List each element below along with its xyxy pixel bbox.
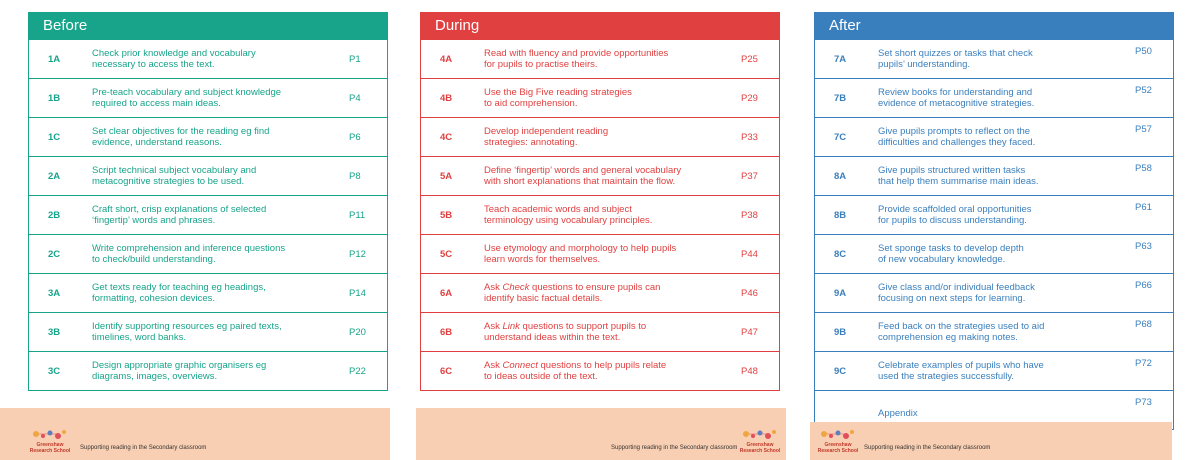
- row-text: Develop independent reading strategies: annotating.: [484, 126, 609, 148]
- logo-dots-icon: [738, 428, 782, 442]
- row-code: 9B: [834, 326, 847, 338]
- row-page: P47: [741, 326, 758, 338]
- logo-subname: Research School: [739, 447, 781, 454]
- table-row: [421, 273, 779, 312]
- row-code: 9A: [834, 287, 847, 299]
- table-row: [421, 312, 779, 351]
- row-page: P38: [741, 209, 758, 221]
- row-code: 9C: [834, 365, 847, 377]
- after-rows: [815, 39, 1173, 429]
- table-row: [29, 195, 387, 234]
- row-text: Design appropriate graphic organisers eg diagrams, images, overviews.: [92, 360, 267, 382]
- row-page: P50: [1135, 46, 1152, 57]
- table-row: [815, 273, 1173, 312]
- row-code: 5A: [440, 170, 453, 182]
- row-page: P61: [1135, 202, 1152, 213]
- row-text: Script technical subject vocabulary and metacognitive strategies to be used.: [92, 165, 257, 187]
- table-row: [421, 234, 779, 273]
- logo-name: Greenshaw: [746, 442, 774, 448]
- table-row: [29, 39, 387, 78]
- row-page: P57: [1135, 124, 1152, 135]
- row-code: 6C: [440, 365, 453, 377]
- row-page: P66: [1135, 280, 1152, 291]
- row-text: Feed back on the strategies used to aid comprehension eg making notes.: [878, 321, 1045, 343]
- row-code: 4A: [440, 53, 453, 65]
- row-text: Read with fluency and provide opportunities for pupils to practise theirs.: [484, 48, 669, 70]
- row-code: 7B: [834, 92, 847, 104]
- row-text: Set clear objectives for the reading eg find evidence, understand reasons.: [92, 126, 270, 148]
- footer-text: Supporting reading in the Secondary classroom: [864, 445, 991, 451]
- row-code: 3B: [48, 326, 61, 338]
- row-page: P72: [1135, 358, 1152, 369]
- row-page: P63: [1135, 241, 1152, 252]
- row-code: 6B: [440, 326, 453, 338]
- row-page: P29: [741, 92, 758, 104]
- table-row: [421, 351, 779, 390]
- table-row: [29, 351, 387, 390]
- row-page: P73: [1135, 397, 1152, 408]
- during-panel: [400, 0, 790, 460]
- row-text: Review books for understanding and evidence of metacognitive strategies.: [878, 87, 1035, 109]
- during-heading: During: [421, 13, 779, 39]
- row-page: P12: [349, 248, 366, 260]
- logo-subname: Research School: [29, 447, 71, 454]
- row-code: 2A: [48, 170, 61, 182]
- row-code: 4C: [440, 131, 453, 143]
- table-row: [815, 78, 1173, 117]
- before-rows: [29, 39, 387, 390]
- row-text: Write comprehension and inference questions to check/build understanding.: [92, 243, 286, 265]
- table-row: [29, 312, 387, 351]
- row-page: P33: [741, 131, 758, 143]
- row-page: P14: [349, 287, 366, 299]
- row-text: Craft short, crisp explanations of selected ‘fingertip’ words and phrases.: [92, 204, 267, 226]
- row-code: 1B: [48, 92, 61, 104]
- row-code: 3A: [48, 287, 61, 299]
- table-row: [29, 156, 387, 195]
- row-page: P20: [349, 326, 366, 338]
- table-row: [421, 156, 779, 195]
- school-logo: [816, 428, 860, 458]
- row-page: P37: [741, 170, 758, 182]
- after-table: [814, 12, 1174, 430]
- row-text: Teach academic words and subject terminology using vocabulary principles.: [484, 204, 653, 226]
- table-row: [29, 273, 387, 312]
- table-row: [815, 39, 1173, 78]
- row-page: P11: [349, 209, 366, 221]
- row-code: 6A: [440, 287, 453, 299]
- row-page: P58: [1135, 163, 1152, 174]
- row-text: Ask Connect questions to help pupils relate to ideas outside of the text.: [484, 360, 667, 382]
- row-code: 1C: [48, 131, 61, 143]
- during-footer: [416, 408, 786, 460]
- row-page: P48: [741, 365, 758, 377]
- after-panel: [800, 0, 1190, 460]
- table-row: [815, 234, 1173, 273]
- row-text: Set sponge tasks to develop depth of new vocabulary knowledge.: [878, 243, 1024, 265]
- row-text: Define ‘fingertip’ words and general vocabulary with short explanations that maintain the flow.: [484, 165, 682, 187]
- table-row: [815, 312, 1173, 351]
- row-code: 1A: [48, 53, 61, 65]
- row-text: Set short quizzes or tasks that check pupils’ understanding.: [878, 48, 1033, 70]
- table-row: [815, 195, 1173, 234]
- row-page: P44: [741, 248, 758, 260]
- row-text: Identify supporting resources eg paired texts, timelines, word banks.: [92, 321, 282, 343]
- row-text: Ask Check questions to ensure pupils can identify basic factual details.: [484, 282, 661, 304]
- during-rows: [421, 39, 779, 390]
- row-text: Appendix: [878, 407, 918, 419]
- row-text: Provide scaffolded oral opportunities for pupils to discuss understanding.: [878, 204, 1032, 226]
- school-logo: [28, 428, 72, 458]
- table-row: [29, 234, 387, 273]
- row-code: 2C: [48, 248, 61, 260]
- table-row: [421, 39, 779, 78]
- before-panel: [0, 0, 390, 460]
- row-text: Give class and/or individual feedback focusing on next steps for learning.: [878, 282, 1035, 304]
- row-text: Pre-teach vocabulary and subject knowledge required to access main ideas.: [92, 87, 282, 109]
- before-footer: [0, 408, 390, 460]
- after-footer: [810, 422, 1172, 460]
- row-text: Check prior knowledge and vocabulary necessary to access the text.: [92, 48, 256, 70]
- row-page: P25: [741, 53, 758, 65]
- footer-text: Supporting reading in the Secondary classroom: [611, 445, 738, 451]
- table-row: [421, 78, 779, 117]
- row-text: Ask Link questions to support pupils to understand ideas within the text.: [484, 321, 647, 343]
- row-code: 8A: [834, 170, 847, 182]
- row-code: 5B: [440, 209, 453, 221]
- row-text: Give pupils structured written tasks that help them summarise main ideas.: [878, 165, 1039, 187]
- row-code: 5C: [440, 248, 453, 260]
- row-code: 3C: [48, 365, 61, 377]
- logo-name: Greenshaw: [36, 442, 64, 448]
- before-table: [28, 12, 388, 391]
- row-code: 7A: [834, 53, 847, 65]
- logo-dots-icon: [816, 428, 860, 442]
- row-text: Use the Big Five reading strategies to aid comprehension.: [484, 87, 632, 109]
- row-page: P8: [349, 170, 361, 182]
- row-text: Give pupils prompts to reflect on the difficulties and challenges they faced.: [878, 126, 1036, 148]
- row-text: Get texts ready for teaching eg headings, formatting, cohesion devices.: [92, 282, 266, 304]
- row-page: P6: [349, 131, 361, 143]
- logo-subname: Research School: [817, 447, 859, 454]
- row-page: P68: [1135, 319, 1152, 330]
- table-row: [29, 117, 387, 156]
- table-row: [815, 156, 1173, 195]
- table-row: [421, 195, 779, 234]
- after-heading: After: [815, 13, 1173, 39]
- row-page: P22: [349, 365, 366, 377]
- during-table: [420, 12, 780, 391]
- table-row: [815, 117, 1173, 156]
- row-code: 7C: [834, 131, 847, 143]
- before-heading: Before: [29, 13, 387, 39]
- row-code: 2B: [48, 209, 61, 221]
- row-text: Use etymology and morphology to help pupils learn words for themselves.: [484, 243, 677, 265]
- row-text: Celebrate examples of pupils who have used the strategies successfully.: [878, 360, 1044, 382]
- logo-dots-icon: [28, 428, 72, 442]
- row-page: P4: [349, 92, 361, 104]
- table-row: [421, 117, 779, 156]
- row-page: P46: [741, 287, 758, 299]
- row-code: 8C: [834, 248, 847, 260]
- table-row: [815, 351, 1173, 390]
- logo-name: Greenshaw: [824, 442, 852, 448]
- row-page: P52: [1135, 85, 1152, 96]
- row-code: 4B: [440, 92, 453, 104]
- row-code: 8B: [834, 209, 847, 221]
- table-row: [29, 78, 387, 117]
- row-page: P1: [349, 53, 361, 65]
- footer-text: Supporting reading in the Secondary classroom: [80, 445, 207, 451]
- school-logo: [738, 428, 782, 458]
